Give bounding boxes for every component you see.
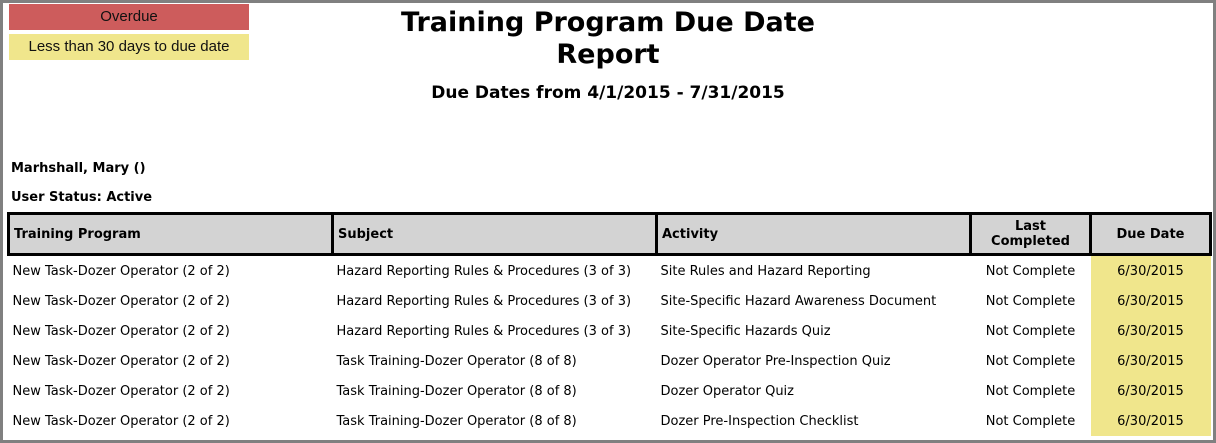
cell-activity: Site-Specific Hazard Awareness Document [660, 293, 937, 309]
cell-subject: Hazard Reporting Rules & Procedures (3 of 3) [336, 293, 632, 309]
cell-last-completed: Not Complete [985, 323, 1076, 339]
cell-subject: Hazard Reporting Rules & Procedures (3 of 3) [336, 263, 632, 279]
cell-subject: Task Training-Dozer Operator (8 of 8) [336, 383, 577, 399]
header-activity: Activity [657, 214, 971, 255]
report-subtitle: Due Dates from 4/1/2015 - 7/31/2015 [431, 83, 785, 103]
due-date-table [7, 212, 1212, 436]
table-row [9, 286, 1211, 316]
legend-due-soon: Less than 30 days to due date [9, 34, 249, 60]
cell-training-program: New Task-Dozer Operator (2 of 2) [12, 383, 230, 399]
report-title-line2: Report [556, 39, 660, 70]
user-status: User Status: Active [11, 190, 153, 205]
table-row [9, 316, 1211, 346]
table-row [9, 346, 1211, 376]
legend-overdue: Overdue [9, 4, 249, 30]
cell-activity: Site-Specific Hazards Quiz [660, 323, 831, 339]
cell-due-date: 6/30/2015 [1091, 376, 1211, 406]
cell-activity: Dozer Operator Pre-Inspection Quiz [660, 353, 891, 369]
cell-due-date: 6/30/2015 [1091, 316, 1211, 346]
cell-training-program: New Task-Dozer Operator (2 of 2) [12, 323, 230, 339]
cell-subject: Task Training-Dozer Operator (8 of 8) [336, 353, 577, 369]
cell-last-completed: Not Complete [985, 263, 1076, 279]
cell-activity: Dozer Pre-Inspection Checklist [660, 413, 859, 429]
report-page [3, 3, 1213, 440]
header-training-program: Training Program [9, 214, 333, 255]
header-subject: Subject [333, 214, 657, 255]
cell-subject: Hazard Reporting Rules & Procedures (3 of 3) [336, 323, 632, 339]
cell-training-program: New Task-Dozer Operator (2 of 2) [12, 293, 230, 309]
header-due-date: Due Date [1091, 214, 1211, 255]
cell-last-completed: Not Complete [985, 293, 1076, 309]
header-last-completed: Last Completed [971, 214, 1091, 255]
user-name: Marhshall, Mary () [11, 161, 146, 176]
cell-training-program: New Task-Dozer Operator (2 of 2) [12, 263, 230, 279]
cell-last-completed: Not Complete [985, 353, 1076, 369]
cell-training-program: New Task-Dozer Operator (2 of 2) [12, 413, 230, 429]
cell-subject: Task Training-Dozer Operator (8 of 8) [336, 413, 577, 429]
report-title [333, 7, 883, 71]
table-row [9, 406, 1211, 436]
cell-training-program: New Task-Dozer Operator (2 of 2) [12, 353, 230, 369]
cell-activity: Site Rules and Hazard Reporting [660, 263, 871, 279]
cell-last-completed: Not Complete [985, 413, 1076, 429]
cell-due-date: 6/30/2015 [1091, 346, 1211, 376]
cell-due-date: 6/30/2015 [1091, 406, 1211, 436]
cell-due-date: 6/30/2015 [1091, 255, 1211, 287]
cell-due-date: 6/30/2015 [1091, 286, 1211, 316]
report-title-line1: Training Program Due Date [401, 7, 815, 38]
table-row [9, 376, 1211, 406]
cell-last-completed: Not Complete [985, 383, 1076, 399]
table-header-row [9, 214, 1211, 255]
table-row [9, 255, 1211, 287]
cell-activity: Dozer Operator Quiz [660, 383, 794, 399]
